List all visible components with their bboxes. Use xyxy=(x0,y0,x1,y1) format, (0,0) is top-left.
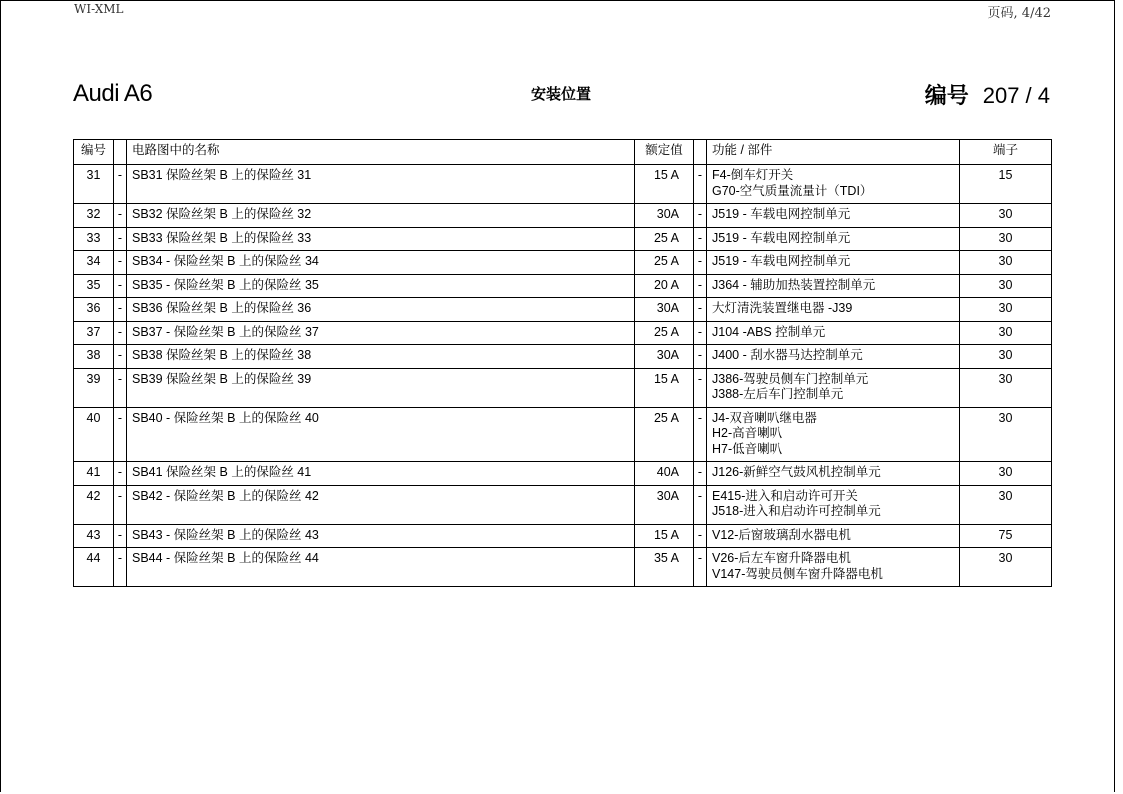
table-row xyxy=(74,485,1052,524)
function-line: J518-进入和启动许可控制单元 xyxy=(712,504,881,518)
row-num: 36 xyxy=(74,298,114,322)
table-row xyxy=(74,345,1052,369)
row-rating: 25 A xyxy=(635,321,694,345)
row-terminal: 30 xyxy=(960,298,1052,322)
row-terminal: 30 xyxy=(960,345,1052,369)
row-function xyxy=(707,462,960,486)
document-number-label: 编号 xyxy=(924,83,969,108)
row-dash: - xyxy=(694,274,707,298)
row-function xyxy=(707,345,960,369)
page-header-source: WI-XML xyxy=(74,2,124,16)
row-fuse-name: SB44 - 保险丝架 B 上的保险丝 44 xyxy=(127,548,635,587)
row-num: 43 xyxy=(74,524,114,548)
row-fuse-name: SB43 - 保险丝架 B 上的保险丝 43 xyxy=(127,524,635,548)
row-dash: - xyxy=(114,251,127,275)
table-header-row xyxy=(74,140,1052,165)
row-num: 42 xyxy=(74,485,114,524)
row-function xyxy=(707,407,960,462)
row-function xyxy=(707,204,960,228)
row-num: 34 xyxy=(74,251,114,275)
row-dash: - xyxy=(694,548,707,587)
table-row xyxy=(74,298,1052,322)
row-num: 38 xyxy=(74,345,114,369)
function-line: G70-空气质量流量计（TDI） xyxy=(712,183,873,198)
table-row xyxy=(74,165,1052,204)
row-dash: - xyxy=(114,524,127,548)
row-dash: - xyxy=(114,274,127,298)
table-row xyxy=(74,321,1052,345)
row-num: 33 xyxy=(74,227,114,251)
row-function xyxy=(707,485,960,524)
function-line: J519 - 车载电网控制单元 xyxy=(712,254,851,268)
function-line: V12-后窗玻璃刮水器电机 xyxy=(712,527,851,542)
table-row xyxy=(74,462,1052,486)
row-dash: - xyxy=(114,368,127,407)
row-dash: - xyxy=(114,227,127,251)
table-row xyxy=(74,227,1052,251)
row-function xyxy=(707,368,960,407)
header-function: 功能 / 部件 xyxy=(707,140,960,165)
row-rating: 15 A xyxy=(635,165,694,204)
function-line: V147-驾驶员侧车窗升降器电机 xyxy=(712,566,883,581)
function-line: 大灯清洗装置继电器 -J39 xyxy=(712,301,853,315)
function-line: V26-后左车窗升降器电机 xyxy=(712,551,851,565)
row-rating: 30A xyxy=(635,204,694,228)
table-row xyxy=(74,204,1052,228)
row-terminal: 30 xyxy=(960,407,1052,462)
row-rating: 40A xyxy=(635,462,694,486)
row-fuse-name: SB35 - 保险丝架 B 上的保险丝 35 xyxy=(127,274,635,298)
row-fuse-name: SB32 保险丝架 B 上的保险丝 32 xyxy=(127,204,635,228)
row-function xyxy=(707,251,960,275)
row-fuse-name: SB37 - 保险丝架 B 上的保险丝 37 xyxy=(127,321,635,345)
row-terminal: 15 xyxy=(960,165,1052,204)
row-rating: 35 A xyxy=(635,548,694,587)
function-line: J104 -ABS 控制单元 xyxy=(712,324,826,339)
header-terminal: 端子 xyxy=(960,140,1052,165)
row-dash: - xyxy=(114,165,127,204)
row-dash: - xyxy=(694,251,707,275)
table-body xyxy=(74,165,1052,587)
row-num: 35 xyxy=(74,274,114,298)
function-line: F4-倒车灯开关 xyxy=(712,168,794,182)
row-num: 31 xyxy=(74,165,114,204)
header-num: 编号 xyxy=(74,140,114,165)
row-function xyxy=(707,227,960,251)
row-function xyxy=(707,165,960,204)
row-function xyxy=(707,298,960,322)
row-dash: - xyxy=(114,321,127,345)
row-fuse-name: SB38 保险丝架 B 上的保险丝 38 xyxy=(127,345,635,369)
row-function xyxy=(707,321,960,345)
fuse-table xyxy=(73,139,1052,587)
row-rating: 15 A xyxy=(635,368,694,407)
function-line: H7-低音喇叭 xyxy=(712,441,783,456)
header-spacer xyxy=(114,140,127,165)
header-spacer xyxy=(694,140,707,165)
row-dash: - xyxy=(114,548,127,587)
row-rating: 30A xyxy=(635,298,694,322)
row-terminal: 30 xyxy=(960,548,1052,587)
row-dash: - xyxy=(694,407,707,462)
row-num: 40 xyxy=(74,407,114,462)
row-num: 39 xyxy=(74,368,114,407)
row-dash: - xyxy=(114,298,127,322)
row-terminal: 30 xyxy=(960,368,1052,407)
row-rating: 30A xyxy=(635,345,694,369)
function-line: J364 - 辅助加热装置控制单元 xyxy=(712,277,876,292)
row-num: 44 xyxy=(74,548,114,587)
row-dash: - xyxy=(694,485,707,524)
table-row xyxy=(74,251,1052,275)
row-num: 37 xyxy=(74,321,114,345)
header-name: 电路图中的名称 xyxy=(127,140,635,165)
row-dash: - xyxy=(694,368,707,407)
document-title: 安装位置 xyxy=(531,86,592,103)
row-terminal: 30 xyxy=(960,227,1052,251)
row-dash: - xyxy=(694,204,707,228)
row-dash: - xyxy=(694,227,707,251)
row-function xyxy=(707,548,960,587)
row-fuse-name: SB36 保险丝架 B 上的保险丝 36 xyxy=(127,298,635,322)
row-function xyxy=(707,524,960,548)
row-rating: 25 A xyxy=(635,251,694,275)
row-rating: 15 A xyxy=(635,524,694,548)
function-line: H2-高音喇叭 xyxy=(712,426,783,440)
table-row xyxy=(74,368,1052,407)
row-dash: - xyxy=(114,204,127,228)
row-terminal: 30 xyxy=(960,274,1052,298)
row-dash: - xyxy=(694,321,707,345)
row-terminal: 30 xyxy=(960,251,1052,275)
row-num: 32 xyxy=(74,204,114,228)
row-terminal: 30 xyxy=(960,485,1052,524)
row-dash: - xyxy=(694,298,707,322)
document-number xyxy=(925,79,1050,110)
row-terminal: 75 xyxy=(960,524,1052,548)
row-fuse-name: SB41 保险丝架 B 上的保险丝 41 xyxy=(127,462,635,486)
function-line: E415-进入和启动许可开关 xyxy=(712,488,858,503)
row-fuse-name: SB34 - 保险丝架 B 上的保险丝 34 xyxy=(127,251,635,275)
row-dash: - xyxy=(694,345,707,369)
function-line: J386-驾驶员侧车门控制单元 xyxy=(712,371,869,386)
function-line: J4-双音喇叭继电器 xyxy=(712,410,817,425)
function-line: J519 - 车载电网控制单元 xyxy=(712,230,851,245)
row-dash: - xyxy=(114,485,127,524)
row-dash: - xyxy=(114,345,127,369)
row-dash: - xyxy=(114,407,127,462)
row-rating: 30A xyxy=(635,485,694,524)
table-row xyxy=(74,524,1052,548)
table-row xyxy=(74,548,1052,587)
row-dash: - xyxy=(694,524,707,548)
row-fuse-name: SB40 - 保险丝架 B 上的保险丝 40 xyxy=(127,407,635,462)
row-fuse-name: SB39 保险丝架 B 上的保险丝 39 xyxy=(127,368,635,407)
row-dash: - xyxy=(694,462,707,486)
vehicle-model: Audi A6 xyxy=(73,80,153,107)
row-terminal: 30 xyxy=(960,204,1052,228)
row-rating: 20 A xyxy=(635,274,694,298)
function-line: J126-新鲜空气鼓风机控制单元 xyxy=(712,465,881,479)
row-dash: - xyxy=(114,462,127,486)
function-line: J400 - 刮水器马达控制单元 xyxy=(712,348,863,362)
row-dash: - xyxy=(694,165,707,204)
row-fuse-name: SB33 保险丝架 B 上的保险丝 33 xyxy=(127,227,635,251)
row-num: 41 xyxy=(74,462,114,486)
table-row xyxy=(74,274,1052,298)
row-terminal: 30 xyxy=(960,321,1052,345)
header-rating: 额定值 xyxy=(635,140,694,165)
function-line: J519 - 车载电网控制单元 xyxy=(712,207,851,221)
row-rating: 25 A xyxy=(635,227,694,251)
table-row xyxy=(74,407,1052,462)
page-header-page-counter: 页码, 4/42 xyxy=(987,6,1051,21)
document-number-value: 207 / 4 xyxy=(982,83,1050,108)
function-line: J388-左后车门控制单元 xyxy=(712,387,844,401)
row-terminal: 30 xyxy=(960,462,1052,486)
row-fuse-name: SB42 - 保险丝架 B 上的保险丝 42 xyxy=(127,485,635,524)
row-function xyxy=(707,274,960,298)
row-rating: 25 A xyxy=(635,407,694,462)
row-fuse-name: SB31 保险丝架 B 上的保险丝 31 xyxy=(127,165,635,204)
